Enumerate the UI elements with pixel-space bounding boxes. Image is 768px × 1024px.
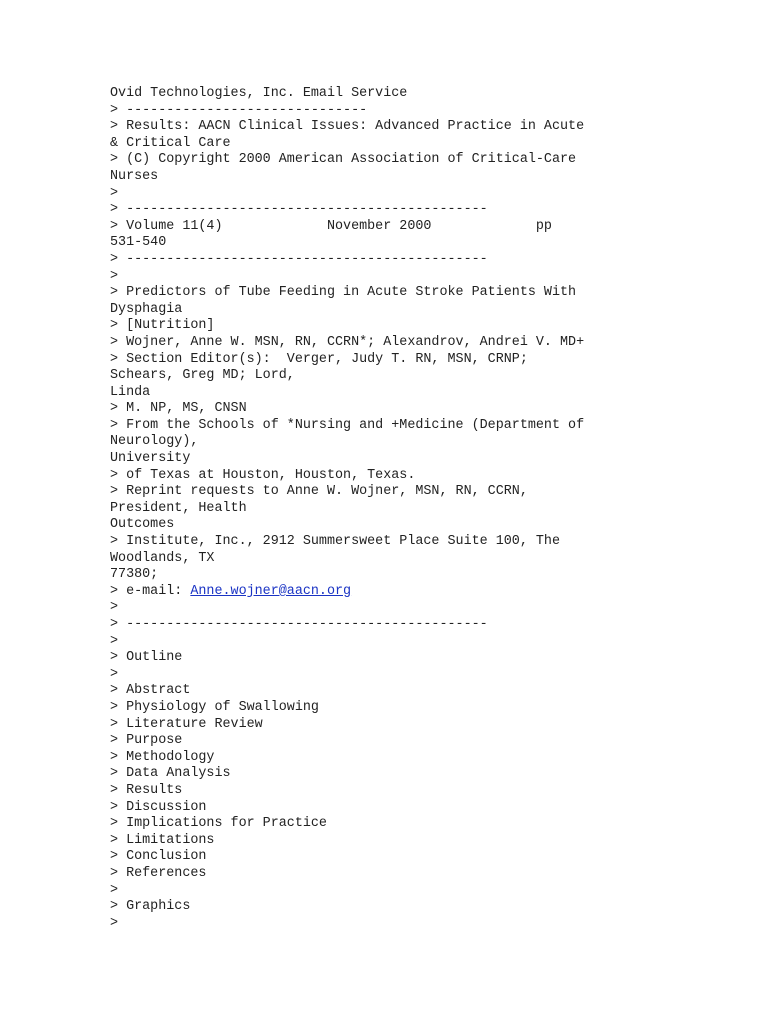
outline-item-references: > References: [110, 865, 207, 881]
affiliation: University: [110, 451, 191, 467]
email-link[interactable]: Anne.wojner@aacn.org: [190, 583, 352, 599]
reprint-requests: Outcomes: [110, 517, 175, 533]
separator: > ------------------------------: [110, 102, 368, 118]
separator: > ---------------------------------------------: [110, 251, 488, 267]
quote-blank: >: [110, 600, 119, 616]
article-authors: > Wojner, Anne W. MSN, RN, CCRN*; Alexandrov, Andrei V. MD+: [110, 334, 585, 350]
outline-item-limitations: > Limitations: [110, 832, 215, 848]
affiliation: > From the Schools of *Nursing and +Medicine (Department of: [110, 417, 585, 433]
separator: > ---------------------------------------------: [110, 617, 488, 632]
email-prefix: > e-mail:: [110, 583, 191, 599]
copyright-line: Nurses: [110, 168, 159, 184]
quote-blank: >: [110, 915, 119, 931]
graphics-heading: > Graphics: [110, 899, 191, 915]
volume-line: 531-540: [110, 235, 167, 251]
reprint-requests: Woodlands, TX: [110, 550, 215, 566]
outline-item-methodology: > Methodology: [110, 749, 215, 765]
service-header: Ovid Technologies, Inc. Email Service: [110, 86, 408, 101]
outline-item-physiology: > Physiology of Swallowing: [110, 699, 319, 715]
outline-item-conclusion: > Conclusion: [110, 849, 207, 865]
article-title: > Predictors of Tube Feeding in Acute Stroke Patients With: [110, 285, 577, 301]
affiliation: > of Texas at Houston, Houston, Texas.: [110, 467, 416, 483]
reprint-requests: 77380;: [110, 567, 159, 583]
outline-item-implications: > Implications for Practice: [110, 816, 327, 832]
results-line: & Critical Care: [110, 135, 231, 151]
email-document: [110, 86, 750, 932]
volume-line: > Volume 11(4) November 2000 pp: [110, 218, 552, 234]
reprint-requests: > Institute, Inc., 2912 Summersweet Place Suite 100, The: [110, 534, 560, 550]
outline-item-data-analysis: > Data Analysis: [110, 766, 231, 782]
email-line: [110, 584, 750, 601]
outline-item-literature-review: > Literature Review: [110, 716, 263, 732]
reprint-requests: President, Health: [110, 500, 247, 516]
section-editors: Linda: [110, 384, 151, 400]
section-editors: Schears, Greg MD; Lord,: [110, 368, 295, 384]
outline-item-discussion: > Discussion: [110, 799, 207, 815]
outline-item-results: > Results: [110, 782, 183, 798]
reprint-requests: > Reprint requests to Anne W. Wojner, MSN, RN, CCRN,: [110, 484, 528, 500]
article-category: > [Nutrition]: [110, 318, 215, 334]
quote-blank: >: [110, 666, 119, 682]
quote-blank: >: [110, 268, 119, 284]
quote-blank: >: [110, 882, 119, 898]
affiliation: Neurology),: [110, 434, 199, 450]
outline-heading: > Outline: [110, 650, 183, 666]
copyright-line: > (C) Copyright 2000 American Association of Critical-Care: [110, 152, 577, 168]
quote-blank: >: [110, 185, 119, 201]
separator: > ---------------------------------------------: [110, 202, 488, 218]
quote-blank: >: [110, 633, 119, 649]
article-title: Dysphagia: [110, 301, 183, 317]
outline-item-purpose: > Purpose: [110, 733, 183, 749]
outline-item-abstract: > Abstract: [110, 683, 191, 699]
section-editors: > Section Editor(s): Verger, Judy T. RN, MSN, CRNP;: [110, 351, 528, 367]
section-editors: > M. NP, MS, CNSN: [110, 401, 247, 417]
results-line: > Results: AACN Clinical Issues: Advanced Practice in Acute: [110, 119, 585, 135]
